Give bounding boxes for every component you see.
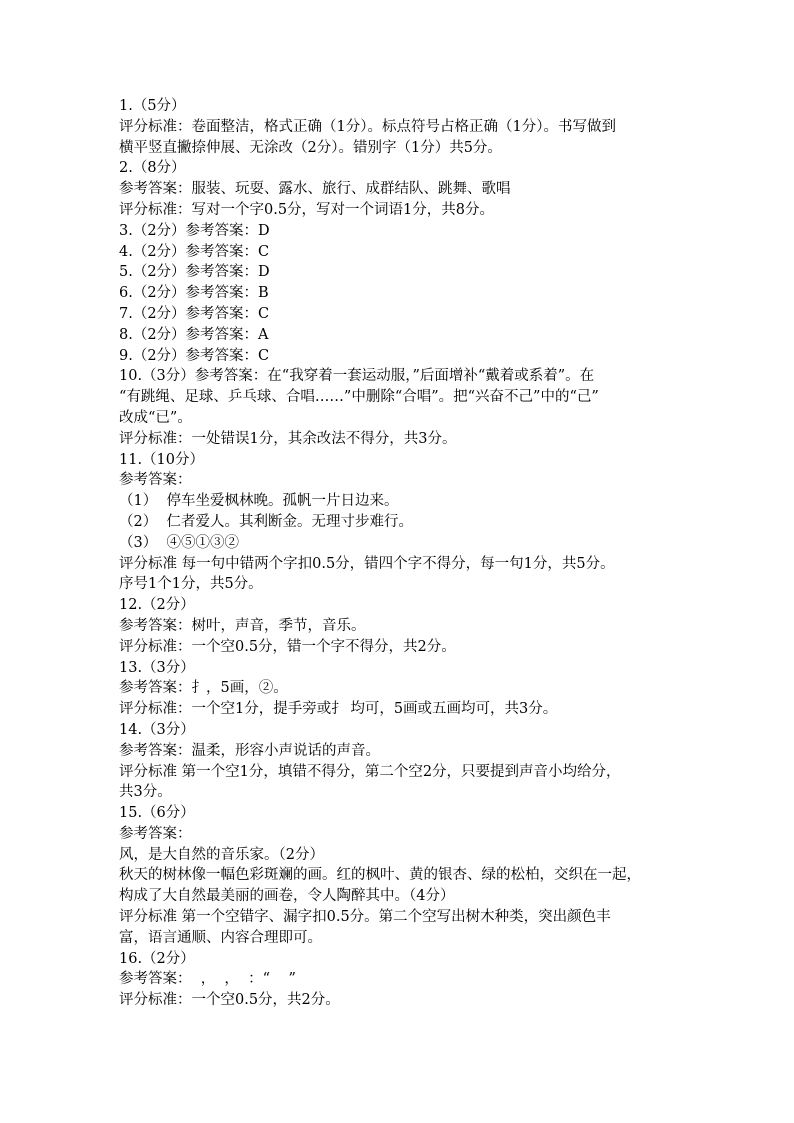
answer-key-document xyxy=(119,96,679,1011)
item-8-answer: 8.（2分）参考答案：A xyxy=(119,326,269,343)
item-16-answer: 参考答案： ， ， ：“ ” xyxy=(119,971,296,988)
item-13-answer: 参考答案：扌，5画，②。 xyxy=(119,680,288,697)
item-10-answer-line-1: 10.（3分）参考答案：在“我穿着一套运动服，”后面增补“戴着或系着”。在 xyxy=(119,368,595,385)
item-15-criteria-line-1: 评分标准 第一个空错字、漏字扣0.5分。第二个空写出树木种类，突出颜色丰 xyxy=(119,909,611,926)
item-11-criteria-line-1: 评分标准 每一句中错两个字扣0.5分，错四个字不得分，每一句1分，共5分。 xyxy=(119,555,615,572)
item-13-criteria: 评分标准：一个空1分，提手旁或扌 均可，5画或五画均可，共3分。 xyxy=(119,701,558,718)
item-15-answer-1: 风，是大自然的音乐家。（2分） xyxy=(119,846,324,863)
item-11-answer-3: （3） ④⑤①③② xyxy=(119,534,239,551)
item-5-answer: 5.（2分）参考答案：D xyxy=(119,264,270,281)
item-9-answer: 9.（2分）参考答案：C xyxy=(119,347,270,364)
item-14-header: 14.（3分） xyxy=(119,721,195,738)
item-11-answer-1: （1） 停车坐爱枫林晚。孤帆一片日边来。 xyxy=(119,493,399,510)
item-14-criteria-line-1: 评分标准 第一个空1分，填错不得分，第二个空2分，只要提到声音小均给分， xyxy=(119,763,621,780)
item-10-criteria: 评分标准：一处错误1分，其余改法不得分，共3分。 xyxy=(119,430,457,447)
item-2-answer: 参考答案：服装、玩耍、露水、旅行、成群结队、跳舞、歌唱 xyxy=(119,181,511,198)
item-15-criteria-line-2: 富，语言通顺、内容合理即可。 xyxy=(119,929,322,946)
item-4-answer: 4.（2分）参考答案：C xyxy=(119,243,270,260)
item-15-header: 15.（6分） xyxy=(119,805,195,822)
item-3-answer: 3.（2分）参考答案：D xyxy=(119,222,270,239)
item-15-answer-2-line-1: 秋天的树林像一幅色彩斑斓的画。红的枫叶、黄的银杏、绿的松柏，交织在一起， xyxy=(119,867,641,884)
item-12-answer: 参考答案：树叶，声音，季节，音乐。 xyxy=(119,617,366,634)
item-16-header: 16.（2分） xyxy=(119,950,195,967)
item-10-answer-line-2: “有跳绳、足球、乒乓球、合唱……”中删除“合唱”。把“兴奋不己”中的“己” xyxy=(119,389,599,406)
item-10-answer-line-3: 改成“已”。 xyxy=(119,409,192,426)
item-16-criteria: 评分标准：一个空0.5分，共2分。 xyxy=(119,992,340,1009)
item-15-answer-2-line-2: 构成了大自然最美丽的画卷，令人陶醉其中。（4分） xyxy=(119,888,455,905)
item-2-header: 2.（8分） xyxy=(119,160,186,177)
item-1-header: 1.（5分） xyxy=(119,98,186,114)
item-12-header: 12.（2分） xyxy=(119,597,195,614)
item-1-criteria-line-1: 评分标准：卷面整洁，格式正确（1分）。标点符号占格正确（1分）。书写做到 xyxy=(119,118,616,135)
item-11-answer-2: （2） 仁者爱人。其利断金。无理寸步难行。 xyxy=(119,513,413,530)
item-1-criteria-line-2: 横平竖直撇捺伸展、无涂改（2分）。错别字（1分）共5分。 xyxy=(119,139,502,156)
item-2-criteria: 评分标准：写对一个字0.5分，写对一个词语1分，共8分。 xyxy=(119,201,495,218)
item-11-answer-label: 参考答案： xyxy=(119,472,192,489)
item-14-answer: 参考答案：温柔，形容小声说话的声音。 xyxy=(119,742,380,759)
item-11-criteria-line-2: 序号1个1分，共5分。 xyxy=(119,576,263,593)
item-12-criteria: 评分标准：一个空0.5分，错一个字不得分，共2分。 xyxy=(119,638,456,655)
item-6-answer: 6.（2分）参考答案：B xyxy=(119,285,269,302)
item-11-header: 11.（10分） xyxy=(119,451,205,468)
item-15-answer-label: 参考答案： xyxy=(119,825,192,842)
item-7-answer: 7.（2分）参考答案：C xyxy=(119,305,270,322)
item-14-criteria-line-2: 共3分。 xyxy=(119,784,172,801)
item-13-header: 13.（3分） xyxy=(119,659,195,676)
